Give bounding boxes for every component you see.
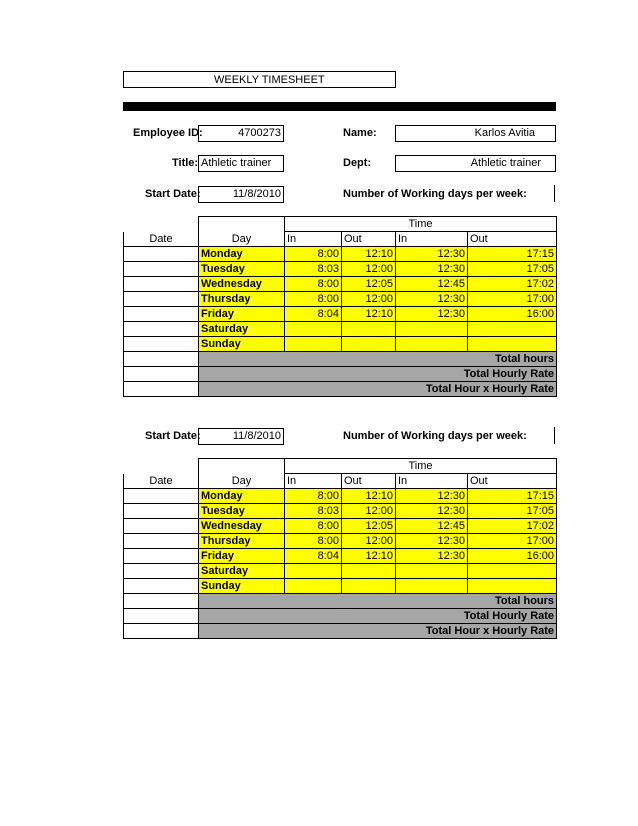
- timesheet-table-1: [123, 216, 557, 397]
- date-cell[interactable]: [124, 549, 199, 564]
- in1-cell[interactable]: [285, 322, 342, 337]
- in1-cell[interactable]: 8:00: [285, 519, 342, 534]
- header-divider-bar: [123, 102, 556, 111]
- name-field[interactable]: Karlos Avitia: [395, 125, 556, 142]
- title-label: Title:: [172, 157, 199, 169]
- in1-cell[interactable]: [285, 564, 342, 579]
- table-row: [124, 247, 557, 262]
- date-cell[interactable]: [124, 277, 199, 292]
- total-date-cell: [124, 352, 199, 367]
- table-row: [124, 307, 557, 322]
- in2-cell[interactable]: 12:30: [396, 262, 468, 277]
- in1-cell[interactable]: 8:00: [285, 247, 342, 262]
- day-cell: Monday: [199, 247, 285, 262]
- date-cell[interactable]: [124, 337, 199, 352]
- in2-cell[interactable]: [396, 579, 468, 594]
- total-row: [124, 382, 557, 397]
- out2-cell[interactable]: 17:05: [468, 504, 557, 519]
- day-cell: Tuesday: [199, 504, 285, 519]
- day-header-top: [199, 217, 285, 232]
- day-cell: Monday: [199, 489, 285, 504]
- total-date-cell: [124, 382, 199, 397]
- out1-cell[interactable]: 12:10: [342, 489, 396, 504]
- header-row-columns: [124, 474, 557, 489]
- out1-cell[interactable]: 12:00: [342, 262, 396, 277]
- day-cell: Wednesday: [199, 519, 285, 534]
- working-days-label-1: Number of Working days per week:: [343, 188, 527, 200]
- day-cell: Friday: [199, 549, 285, 564]
- out1-cell[interactable]: 12:00: [342, 504, 396, 519]
- timesheet-title: WEEKLY TIMESHEET: [214, 74, 325, 86]
- date-header: Date: [124, 474, 199, 489]
- in1-cell[interactable]: 8:04: [285, 307, 342, 322]
- table-row: [124, 489, 557, 504]
- out2-cell[interactable]: 17:02: [468, 519, 557, 534]
- header-row-columns: [124, 232, 557, 247]
- in1-cell[interactable]: [285, 579, 342, 594]
- out1-cell[interactable]: 12:05: [342, 519, 396, 534]
- total-date-cell: [124, 624, 199, 639]
- employee-id-field[interactable]: 4700273: [198, 125, 284, 142]
- table-row: [124, 337, 557, 352]
- in1-cell[interactable]: 8:00: [285, 534, 342, 549]
- in2-cell[interactable]: [396, 337, 468, 352]
- date-cell[interactable]: [124, 519, 199, 534]
- date-cell[interactable]: [124, 534, 199, 549]
- dept-field[interactable]: Athletic trainer: [395, 155, 556, 172]
- date-cell[interactable]: [124, 504, 199, 519]
- total-date-cell: [124, 609, 199, 624]
- working-days-field-2[interactable]: [554, 427, 555, 444]
- table-row: [124, 322, 557, 337]
- day-cell: Thursday: [199, 534, 285, 549]
- total-date-cell: [124, 594, 199, 609]
- out1-header: Out: [342, 232, 396, 247]
- out2-cell[interactable]: 17:15: [468, 489, 557, 504]
- day-cell: Sunday: [199, 337, 285, 352]
- date-cell[interactable]: [124, 489, 199, 504]
- out1-cell[interactable]: [342, 337, 396, 352]
- date-header-top: [124, 217, 199, 232]
- table-row: [124, 534, 557, 549]
- total-row: [124, 594, 557, 609]
- date-header-top: [124, 459, 199, 474]
- title-field[interactable]: Athletic trainer: [198, 155, 284, 172]
- in1-header: In: [285, 232, 342, 247]
- out2-cell[interactable]: [468, 579, 557, 594]
- name-label: Name:: [343, 127, 377, 139]
- header-row-time: [124, 459, 557, 474]
- table-row: [124, 277, 557, 292]
- day-cell: Sunday: [199, 579, 285, 594]
- out2-cell[interactable]: 17:00: [468, 292, 557, 307]
- total-label: Total Hourly Rate: [199, 609, 557, 624]
- date-cell[interactable]: [124, 292, 199, 307]
- out2-cell[interactable]: [468, 337, 557, 352]
- total-date-cell: [124, 367, 199, 382]
- in1-cell[interactable]: 8:00: [285, 292, 342, 307]
- date-cell[interactable]: [124, 564, 199, 579]
- day-header: Day: [199, 232, 285, 247]
- out1-cell[interactable]: 12:10: [342, 307, 396, 322]
- table-row: [124, 549, 557, 564]
- table-row: [124, 262, 557, 277]
- total-label: Total hours: [199, 594, 557, 609]
- table-row: [124, 579, 557, 594]
- total-label: Total Hour x Hourly Rate: [199, 382, 557, 397]
- out2-cell[interactable]: [468, 322, 557, 337]
- timesheet-table-2: [123, 458, 557, 639]
- date-cell[interactable]: [124, 247, 199, 262]
- day-header: Day: [199, 474, 285, 489]
- in1-cell[interactable]: 8:04: [285, 549, 342, 564]
- in2-cell[interactable]: 12:45: [396, 277, 468, 292]
- out1-cell[interactable]: 12:05: [342, 277, 396, 292]
- date-cell[interactable]: [124, 262, 199, 277]
- in1-header: In: [285, 474, 342, 489]
- out2-cell[interactable]: 16:00: [468, 549, 557, 564]
- out1-cell[interactable]: 12:00: [342, 292, 396, 307]
- start-date-label-2: Start Date:: [145, 430, 201, 442]
- in2-cell[interactable]: 12:30: [396, 292, 468, 307]
- table-row: [124, 292, 557, 307]
- date-cell[interactable]: [124, 579, 199, 594]
- total-row: [124, 367, 557, 382]
- in1-cell[interactable]: 8:00: [285, 489, 342, 504]
- time-header: Time: [285, 217, 557, 232]
- out2-cell[interactable]: 16:00: [468, 307, 557, 322]
- working-days-label-2: Number of Working days per week:: [343, 430, 527, 442]
- out2-cell[interactable]: 17:15: [468, 247, 557, 262]
- in2-cell[interactable]: 12:45: [396, 519, 468, 534]
- out1-cell[interactable]: 12:10: [342, 549, 396, 564]
- in2-cell[interactable]: [396, 322, 468, 337]
- in2-cell[interactable]: 12:30: [396, 504, 468, 519]
- total-label: Total Hour x Hourly Rate: [199, 624, 557, 639]
- in2-header: In: [396, 232, 468, 247]
- start-date-field-2[interactable]: 11/8/2010: [198, 428, 284, 445]
- in2-cell[interactable]: 12:30: [396, 489, 468, 504]
- out2-cell[interactable]: 17:00: [468, 534, 557, 549]
- timesheet-title-box: [123, 71, 396, 88]
- day-cell: Tuesday: [199, 262, 285, 277]
- total-label: Total hours: [199, 352, 557, 367]
- day-header-top: [199, 459, 285, 474]
- out2-cell[interactable]: 17:05: [468, 262, 557, 277]
- table-row: [124, 504, 557, 519]
- in2-cell[interactable]: 12:30: [396, 307, 468, 322]
- start-date-field-1[interactable]: 11/8/2010: [198, 186, 284, 203]
- day-cell: Saturday: [199, 322, 285, 337]
- out1-cell[interactable]: [342, 322, 396, 337]
- in2-cell[interactable]: 12:30: [396, 247, 468, 262]
- table-row: [124, 519, 557, 534]
- out2-cell[interactable]: [468, 564, 557, 579]
- in2-cell[interactable]: [396, 564, 468, 579]
- in1-cell[interactable]: [285, 337, 342, 352]
- day-cell: Wednesday: [199, 277, 285, 292]
- day-cell: Saturday: [199, 564, 285, 579]
- out1-cell[interactable]: 12:10: [342, 247, 396, 262]
- total-row: [124, 609, 557, 624]
- working-days-field-1[interactable]: [554, 185, 555, 202]
- date-header: Date: [124, 232, 199, 247]
- in1-cell[interactable]: 8:03: [285, 262, 342, 277]
- table-row: [124, 564, 557, 579]
- out1-cell[interactable]: 12:00: [342, 534, 396, 549]
- in1-cell[interactable]: 8:00: [285, 277, 342, 292]
- date-cell[interactable]: [124, 322, 199, 337]
- date-cell[interactable]: [124, 307, 199, 322]
- day-cell: Thursday: [199, 292, 285, 307]
- out2-header: Out: [468, 232, 557, 247]
- total-label: Total Hourly Rate: [199, 367, 557, 382]
- day-cell: Friday: [199, 307, 285, 322]
- dept-label: Dept:: [343, 157, 372, 169]
- total-row: [124, 352, 557, 367]
- in1-cell[interactable]: 8:03: [285, 504, 342, 519]
- start-date-label-1: Start Date:: [145, 188, 201, 200]
- out1-cell[interactable]: [342, 579, 396, 594]
- out2-cell[interactable]: 17:02: [468, 277, 557, 292]
- out2-header: Out: [468, 474, 557, 489]
- in2-cell[interactable]: 12:30: [396, 534, 468, 549]
- header-row-time: [124, 217, 557, 232]
- out1-cell[interactable]: [342, 564, 396, 579]
- in2-header: In: [396, 474, 468, 489]
- time-header: Time: [285, 459, 557, 474]
- total-row: [124, 624, 557, 639]
- employee-id-label: Employee ID:: [133, 127, 203, 139]
- out1-header: Out: [342, 474, 396, 489]
- in2-cell[interactable]: 12:30: [396, 549, 468, 564]
